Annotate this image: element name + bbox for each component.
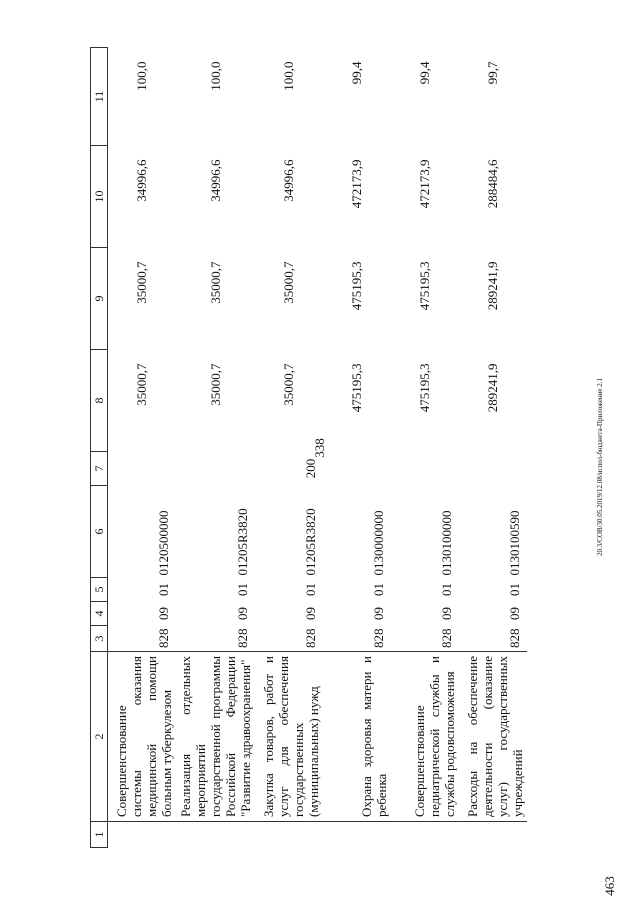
column-header: 11	[91, 48, 108, 146]
cell-c8: 289241,9	[485, 363, 500, 413]
table-row	[108, 48, 177, 848]
cell-c8: 35000,7	[134, 363, 149, 406]
cell-c8: 475195,3	[349, 363, 364, 413]
column-header: 5	[91, 578, 108, 602]
cell-c1	[176, 822, 255, 848]
cell-c5: 01	[303, 583, 318, 596]
column-header: 1	[91, 822, 108, 848]
cell-c1	[391, 822, 459, 848]
cell-c10: 472173,9	[349, 159, 364, 209]
column-header: 2	[91, 652, 108, 822]
column-header: 6	[91, 486, 108, 578]
cell-c8: 475195,3	[417, 363, 432, 413]
cell-c5: 01	[156, 583, 171, 596]
table-row	[459, 48, 527, 848]
side-note-text: 20.3/СОВ/30.05.2019/12.08/испол-бюджета-Приложение 2.1	[596, 378, 604, 557]
table-row	[255, 48, 323, 848]
cell-c10: 34996,6	[281, 159, 296, 202]
cell-c7	[108, 452, 177, 486]
cell-c9: 35000,7	[281, 261, 296, 304]
row-name-cell: Расходы на обеспечение деятельности (оказание услуг) государственных учреждений	[459, 652, 527, 822]
cell-c10: 34996,6	[134, 159, 149, 202]
cell-c3: 828	[507, 628, 522, 648]
column-header: 10	[91, 146, 108, 248]
cell-c11: 100,0	[281, 61, 296, 91]
column-header: 8	[91, 350, 108, 452]
cell-c7	[176, 452, 255, 486]
budget-table	[90, 47, 527, 848]
row-name-cell: Реализация отдельных мероприятий государственной программы Российской Федерации "Развитие здравоохранения"	[176, 652, 255, 822]
cell-c6: 01205R3820	[235, 508, 250, 576]
cell-c1	[255, 822, 323, 848]
sheet-number: 463	[601, 876, 617, 896]
cell-c6: 01205R3820	[303, 508, 318, 576]
table-row	[391, 48, 459, 848]
cell-c9: 475195,3	[349, 261, 364, 311]
cell-c6: 0130100590	[507, 510, 522, 576]
row-name-cell: Совершенствование педиатрической службы и службы родовспоможения	[391, 652, 459, 822]
cell-c4: 09	[235, 607, 250, 620]
cell-c9: 289241,9	[485, 261, 500, 311]
column-header: 4	[91, 602, 108, 626]
cell-c1	[323, 822, 391, 848]
cell-c11: 99,4	[417, 61, 432, 85]
cell-c3: 828	[235, 628, 250, 648]
row-name-cell: Закупка товаров, работ и услуг для обеспечения государственных (муниципальных) нужд	[255, 652, 323, 822]
cell-c5: 01	[235, 583, 250, 596]
cell-c4: 09	[439, 607, 454, 620]
column-header: 3	[91, 626, 108, 652]
cell-c4: 09	[156, 607, 171, 620]
cell-c8: 35000,7	[207, 363, 223, 406]
cell-c4: 09	[303, 607, 318, 620]
cell-c6: 0130100000	[439, 510, 454, 576]
cell-c9: 35000,7	[134, 261, 149, 304]
cell-c11: 99,4	[349, 61, 364, 85]
row-name-cell: Охрана здоровья матери и ребенка	[323, 652, 391, 822]
cell-c10: 472173,9	[417, 159, 432, 209]
cell-c9: 475195,3	[417, 261, 432, 311]
cell-c5: 01	[371, 583, 386, 596]
cell-c3: 828	[303, 628, 318, 648]
cell-c1	[108, 822, 177, 848]
cell-c4: 09	[507, 607, 522, 620]
cell-c9: 35000,7	[207, 261, 223, 304]
cell-c7: 200	[303, 458, 318, 479]
table-row	[176, 48, 255, 848]
column-header: 9	[91, 248, 108, 350]
cell-c5: 01	[439, 583, 454, 596]
cell-c3: 828	[156, 628, 171, 648]
table-header-row	[91, 48, 108, 848]
cell-c7	[391, 452, 459, 486]
cell-c3: 828	[371, 628, 386, 648]
cell-c4: 09	[371, 607, 386, 620]
table-row	[323, 48, 391, 848]
cell-c11: 100,0	[207, 61, 223, 91]
cell-c11: 100,0	[134, 61, 149, 91]
cell-c11: 99,7	[485, 61, 500, 85]
budget-table-rotated	[90, 48, 560, 848]
cell-c8: 35000,7	[281, 363, 296, 406]
column-header: 7	[91, 452, 108, 486]
cell-c5: 01	[507, 583, 522, 596]
page-number: 338	[312, 438, 327, 458]
cell-c6: 0120500000	[156, 510, 171, 576]
cell-c10: 34996,6	[207, 159, 223, 202]
cell-c6: 0130000000	[371, 510, 386, 576]
cell-c7	[323, 452, 391, 486]
cell-c1	[459, 822, 527, 848]
cell-c3: 828	[439, 628, 454, 648]
cell-c10: 288484,6	[485, 159, 500, 209]
cell-c7	[459, 452, 527, 486]
row-name-cell: Совершенствование системы оказания медицинской помощи больным туберкулезом	[108, 652, 177, 822]
